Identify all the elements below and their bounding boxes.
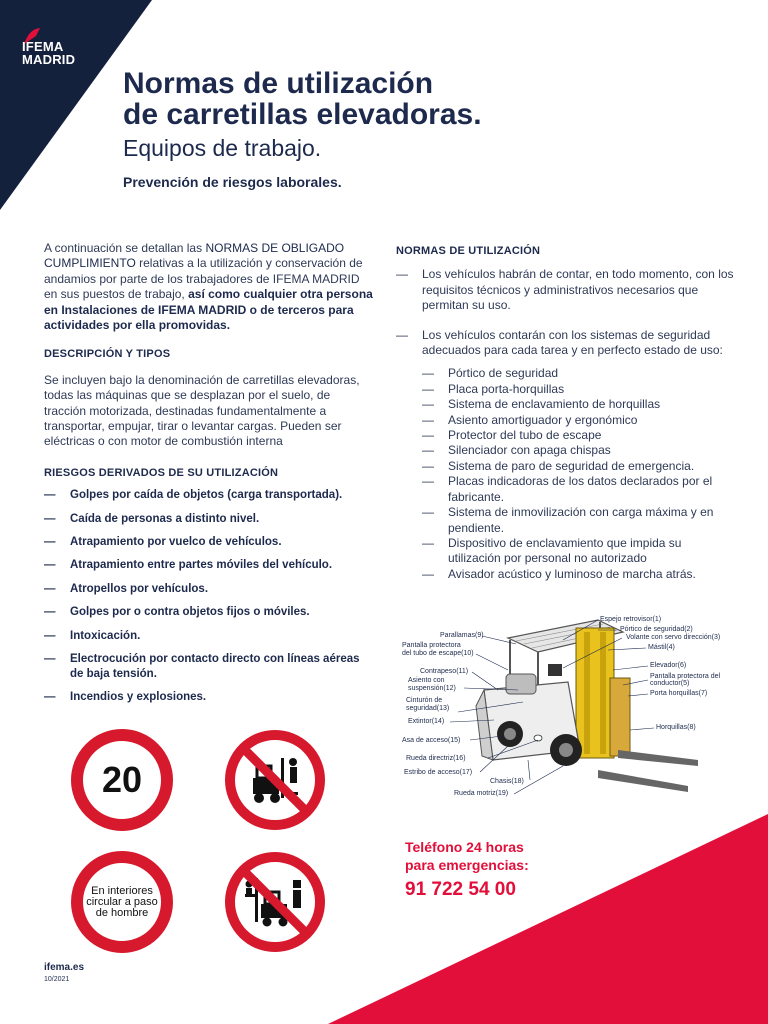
forklift-diagram — [398, 610, 760, 800]
normas-item-2-text: Los vehículos contarán con los sistemas de seguridad adecuados para cada tarea y en perfecto estado de uso: — [422, 327, 723, 358]
label-cinturon-2: seguridad(13) — [406, 705, 450, 712]
descripcion-text: Se incluyen bajo la denominación de carretillas elevadoras, todas las máquinas que se desplazan por el suelo, de tracción motorizada, destinadas fundamentalmente a transportar, empujar, tirar o levantar cargas. Pueden ser eléctricas o con motor de combustión interna — [44, 372, 360, 449]
label-estribo: Estribo de acceso(17) — [404, 769, 473, 776]
footer-date: 10/2021 — [44, 976, 70, 983]
label-volante: Volante con servo dirección(3) — [626, 634, 721, 641]
list-item: — Placas indicadoras de los datos declarados por el fabricante. — [422, 474, 736, 505]
page-title — [123, 68, 743, 130]
list-item: — Sistema de inmovilización con carga máxima y en pendiente. — [422, 505, 736, 536]
no-lifting-persons-icon — [223, 850, 327, 954]
label-rueda-motriz: Rueda motriz(19) — [454, 790, 509, 797]
list-item: — Protector del tubo de escape — [422, 428, 736, 443]
speed-limit-value: 20 — [101, 759, 143, 800]
list-item: — Silenciador con apaga chispas — [422, 443, 736, 458]
label-pantalla-conductor-1: Pantalla protectora del — [650, 673, 721, 680]
label-parallamas: Parallamas(9) — [440, 632, 484, 639]
label-contrapeso: Contrapeso(11) — [420, 668, 469, 675]
page-subtitle: Equipos de trabajo. — [123, 135, 322, 161]
red-corner-shape — [328, 814, 768, 1024]
list-item: — Placa porta-horquillas — [422, 382, 736, 397]
intro-paragraph — [44, 241, 374, 333]
page-tagline: Prevención de riesgos laborales. — [123, 174, 342, 190]
emergency-phone: 91 722 54 00 — [405, 879, 516, 900]
emergency-contact — [405, 838, 529, 902]
title-line-2: de carretillas elevadoras. — [123, 98, 482, 131]
list-item: — Pórtico de seguridad — [422, 366, 736, 381]
descripcion-heading: DESCRIPCIÓN Y TIPOS — [44, 348, 171, 361]
safety-signs — [70, 728, 330, 928]
list-item: — Incendios y explosiones. — [44, 690, 374, 705]
normas-heading: NORMAS DE UTILIZACIÓN — [396, 245, 541, 257]
label-pantalla-escape-1: Pantalla protectora — [402, 642, 461, 649]
label-chasis: Chasis(18) — [490, 778, 524, 785]
label-portico: Pórtico de seguridad(2) — [620, 626, 693, 633]
intro-text-3: relativas a la utilización y conservación de andamios por parte de los trabajadores de IFEMA MADRID en sus puestos de trabajo, — [44, 256, 363, 302]
list-item: — Caída de personas a distinto nivel. — [44, 512, 374, 527]
no-passengers-sign — [223, 728, 327, 832]
list-item: — Sistema de enclavamiento de horquillas — [422, 397, 736, 412]
label-espejo: Espejo retrovisor(1) — [600, 616, 662, 623]
walking-pace-sign — [70, 850, 174, 954]
safety-systems-list — [422, 366, 736, 582]
label-elevador: Elevador(6) — [650, 662, 687, 669]
list-item: — Golpes por caída de objetos (carga transportada). — [44, 488, 374, 503]
list-item: — Avisador acústico y luminoso de marcha atrás. — [422, 567, 736, 582]
list-item: — Intoxicación. — [44, 629, 374, 644]
list-item: — Asiento amortiguador y ergonómico — [422, 413, 736, 428]
left-column — [44, 241, 374, 714]
list-item: — Atrapamiento por vuelco de vehículos. — [44, 535, 374, 550]
emergency-line-1: Teléfono 24 horas — [405, 839, 524, 855]
speed-limit-sign — [70, 728, 174, 832]
title-line-1: Normas de utilización — [123, 67, 434, 100]
list-item: — Dispositivo de enclavamiento que impida su utilización por personal no autorizado — [422, 536, 736, 567]
list-item — [396, 328, 736, 583]
footer-url: ifema.es — [44, 962, 85, 973]
logo-line-1: IFEMA — [22, 39, 64, 54]
riesgos-list — [44, 488, 374, 705]
no-lifting-persons-sign — [223, 850, 327, 954]
intro-text-2: NORMAS DE OBLIGADO CUMPLIMIENTO — [44, 241, 345, 271]
emergency-line-2: para emergencias: — [405, 857, 529, 873]
walking-pace-text: En interiores circular a paso de hombre — [86, 884, 158, 919]
intro-text-4: así como cualquier otra persona en Instalaciones de IFEMA MADRID o de terceros para actividades por ella promovidas. — [44, 287, 373, 333]
label-asa: Asa de acceso(15) — [402, 737, 461, 744]
right-column — [396, 244, 736, 596]
list-item: — Electrocución por contacto directo con líneas aéreas de baja tensión. — [44, 652, 374, 682]
header — [123, 68, 743, 190]
logo-text — [22, 40, 75, 66]
label-horquillas: Horquillas(8) — [656, 724, 696, 731]
label-asiento-2: suspensión(12) — [408, 685, 456, 692]
no-passengers-on-forklift-icon — [223, 728, 327, 832]
label-pantalla-conductor-2: conductor(5) — [650, 680, 690, 687]
label-pantalla-escape-2: del tubo de escape(10) — [402, 650, 474, 657]
list-item: — Los vehículos habrán de contar, en todo momento, con los requisitos técnicos y administrativos necesarios que permitan su uso. — [396, 267, 736, 313]
riesgos-heading: RIESGOS DERIVADOS DE SU UTILIZACIÓN — [44, 466, 279, 479]
label-mastil: Mástil(4) — [648, 644, 675, 651]
list-item: — Golpes por o contra objetos fijos o móviles. — [44, 605, 374, 620]
list-item: — Atrapamiento entre partes móviles del vehículo. — [44, 558, 374, 573]
label-extintor: Extintor(14) — [408, 718, 445, 725]
logo-line-2: MADRID — [22, 52, 76, 67]
label-porta-horquillas: Porta horquillas(7) — [650, 690, 708, 697]
list-item: — Atropellos por vehículos. — [44, 582, 374, 597]
label-rueda-directriz: Rueda directriz(16) — [406, 755, 466, 762]
intro-text-1: A continuación se detallan las — [44, 241, 206, 255]
normas-list — [396, 267, 736, 582]
label-asiento-1: Asiento con — [408, 677, 445, 684]
list-item: — Sistema de paro de seguridad de emergencia. — [422, 459, 736, 474]
label-cinturon-1: Cinturón de — [406, 697, 443, 704]
